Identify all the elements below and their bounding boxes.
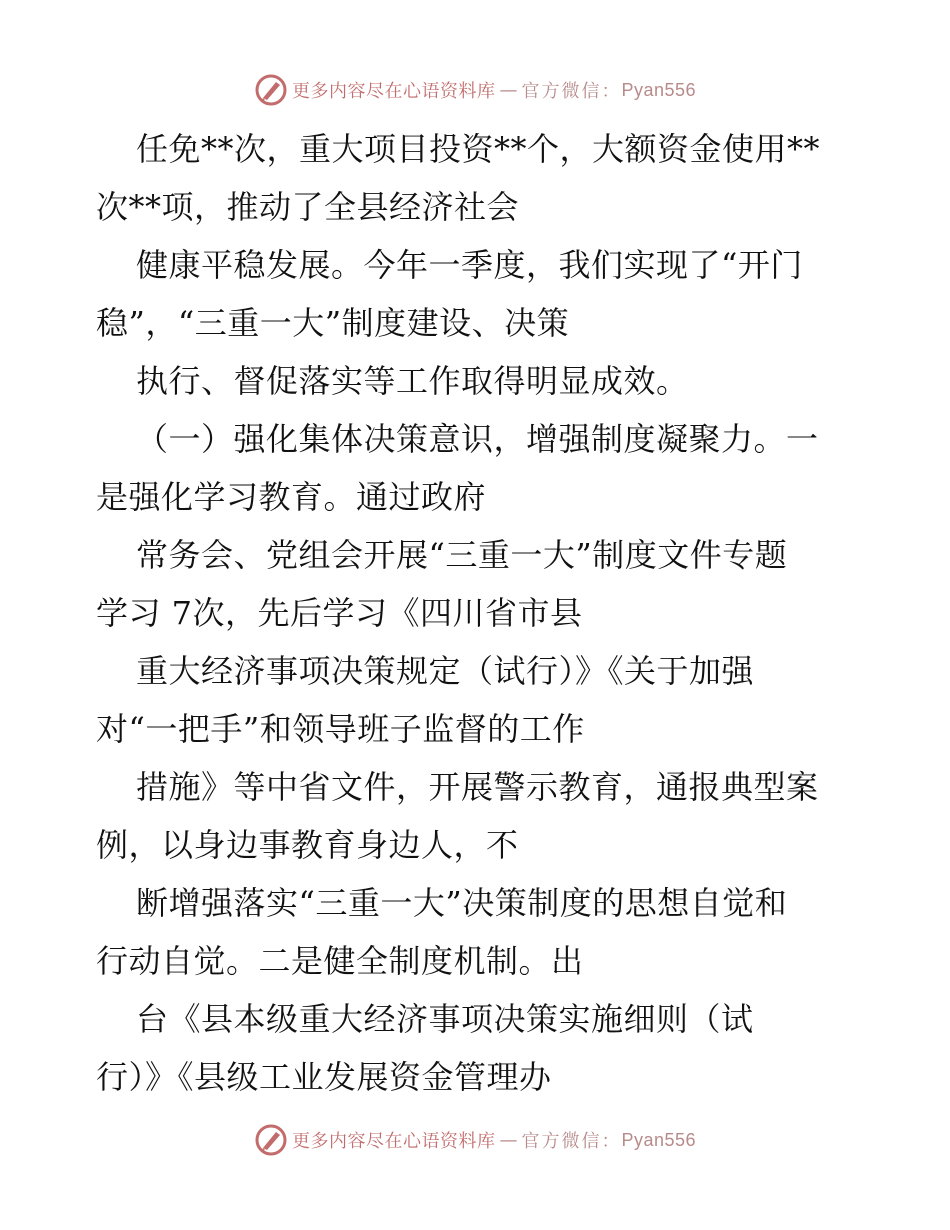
text-line: 断增强落实“三重一大”决策制度的思想自觉和 (136, 884, 788, 922)
text-line: 重大经济事项决策规定（试行）》《关于加强 (136, 652, 755, 690)
text-line: 例，以身边事教育身边人，不 (96, 826, 519, 864)
text-line: 行）》《县级工业发展资金管理办 (96, 1058, 552, 1096)
quill-logo-icon (254, 73, 288, 107)
text-line: 行动自觉。二是健全制度机制。出 (96, 942, 584, 980)
watermark-separator: — (499, 1129, 518, 1151)
text-line: （一）强化集体决策意识，增强制度凝聚力。一 (136, 420, 819, 458)
text-line: 是强化学习教育。通过政府 (96, 478, 487, 516)
text-line: 稳”，“三重一大”制度建设、决策 (96, 304, 570, 342)
text-line: 任免**次，重大项目投资**个，大额资金使用** (136, 130, 821, 168)
watermark-banner-top (0, 70, 950, 110)
watermark-main-text: 更多内容尽在心语资料库 (291, 81, 496, 102)
text-line: 台《县本级重大经济事项决策实施细则（试 (136, 1000, 754, 1038)
text-line: 对“一把手”和领导班子监督的工作 (96, 710, 585, 748)
text-line: 健康平稳发展。今年一季度，我们实现了“开门 (136, 246, 803, 284)
watermark-side-text: 官方微信： (521, 1131, 622, 1152)
document-body (96, 120, 866, 1106)
text-line: 措施》等中省文件，开展警示教育，通报典型案 (136, 768, 819, 806)
text-line: 常务会、党组会开展“三重一大”制度文件专题 (136, 536, 788, 574)
watermark-main-text: 更多内容尽在心语资料库 (291, 1131, 496, 1152)
watermark-id: Pyan556 (621, 1129, 697, 1150)
quill-logo-icon (254, 1123, 288, 1157)
watermark-side-text: 官方微信： (521, 81, 622, 102)
watermark-banner-bottom (0, 1120, 950, 1160)
text-line: 执行、督促落实等工作取得明显成效。 (136, 362, 689, 400)
text-line: 次**项，推动了全县经济社会 (96, 188, 520, 226)
watermark-separator: — (499, 79, 518, 101)
text-line: 学习 7次，先后学习《四川省市县 (96, 594, 583, 632)
watermark-id: Pyan556 (621, 79, 697, 100)
